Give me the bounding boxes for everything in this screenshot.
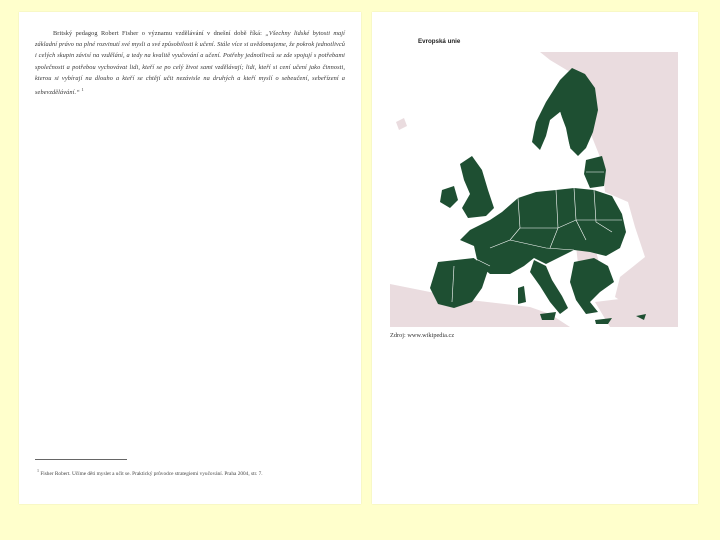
paragraph-intro: Britský pedagog Robert Fisher o významu vzdělávání v dnešní době říká: [53, 30, 266, 37]
footnote-divider [35, 459, 127, 460]
europe-map [390, 52, 678, 327]
fisher-quote-paragraph [35, 28, 345, 98]
left-document-page [19, 12, 361, 504]
map-title: Evropská unie [418, 38, 461, 45]
map-source-caption: Zdroj: www.wikipedia.cz [390, 332, 455, 339]
footnote-reference: 1 [81, 87, 84, 93]
eu-map-figure [390, 52, 678, 327]
right-document-page [372, 12, 698, 504]
footnote-text: Fisher Robert. Učíme děti myslet a učit se. Praktický průvodce strategiemi vyučování. Praha 2004, str. 7. [40, 470, 263, 477]
footnote-number: 1 [37, 468, 39, 473]
footnote [37, 467, 337, 478]
paragraph-quote: „Všechny lidské bytosti mají základní právo na plné rozvinutí své mysli a své způsobilosti k učení. Stále více si uvědomujeme, že pokrok jednotlivců i celých skupin závisí na vzdělání, a tedy na kvalitě vyučování a učení. Potřeby jednotlivců se zde spojují s potřebami společnosti a potřebou vychovávat lidi, kteří se po celý život sami vzdělávají; lidi, kteří si cení učení jako činnosti, kterou si vybírají na dlouho a kteří se chtějí učit nezávisle na druhých a kteří myslí o sebeučení, sebeřízení a sebevzdělávání.“ [35, 30, 345, 97]
